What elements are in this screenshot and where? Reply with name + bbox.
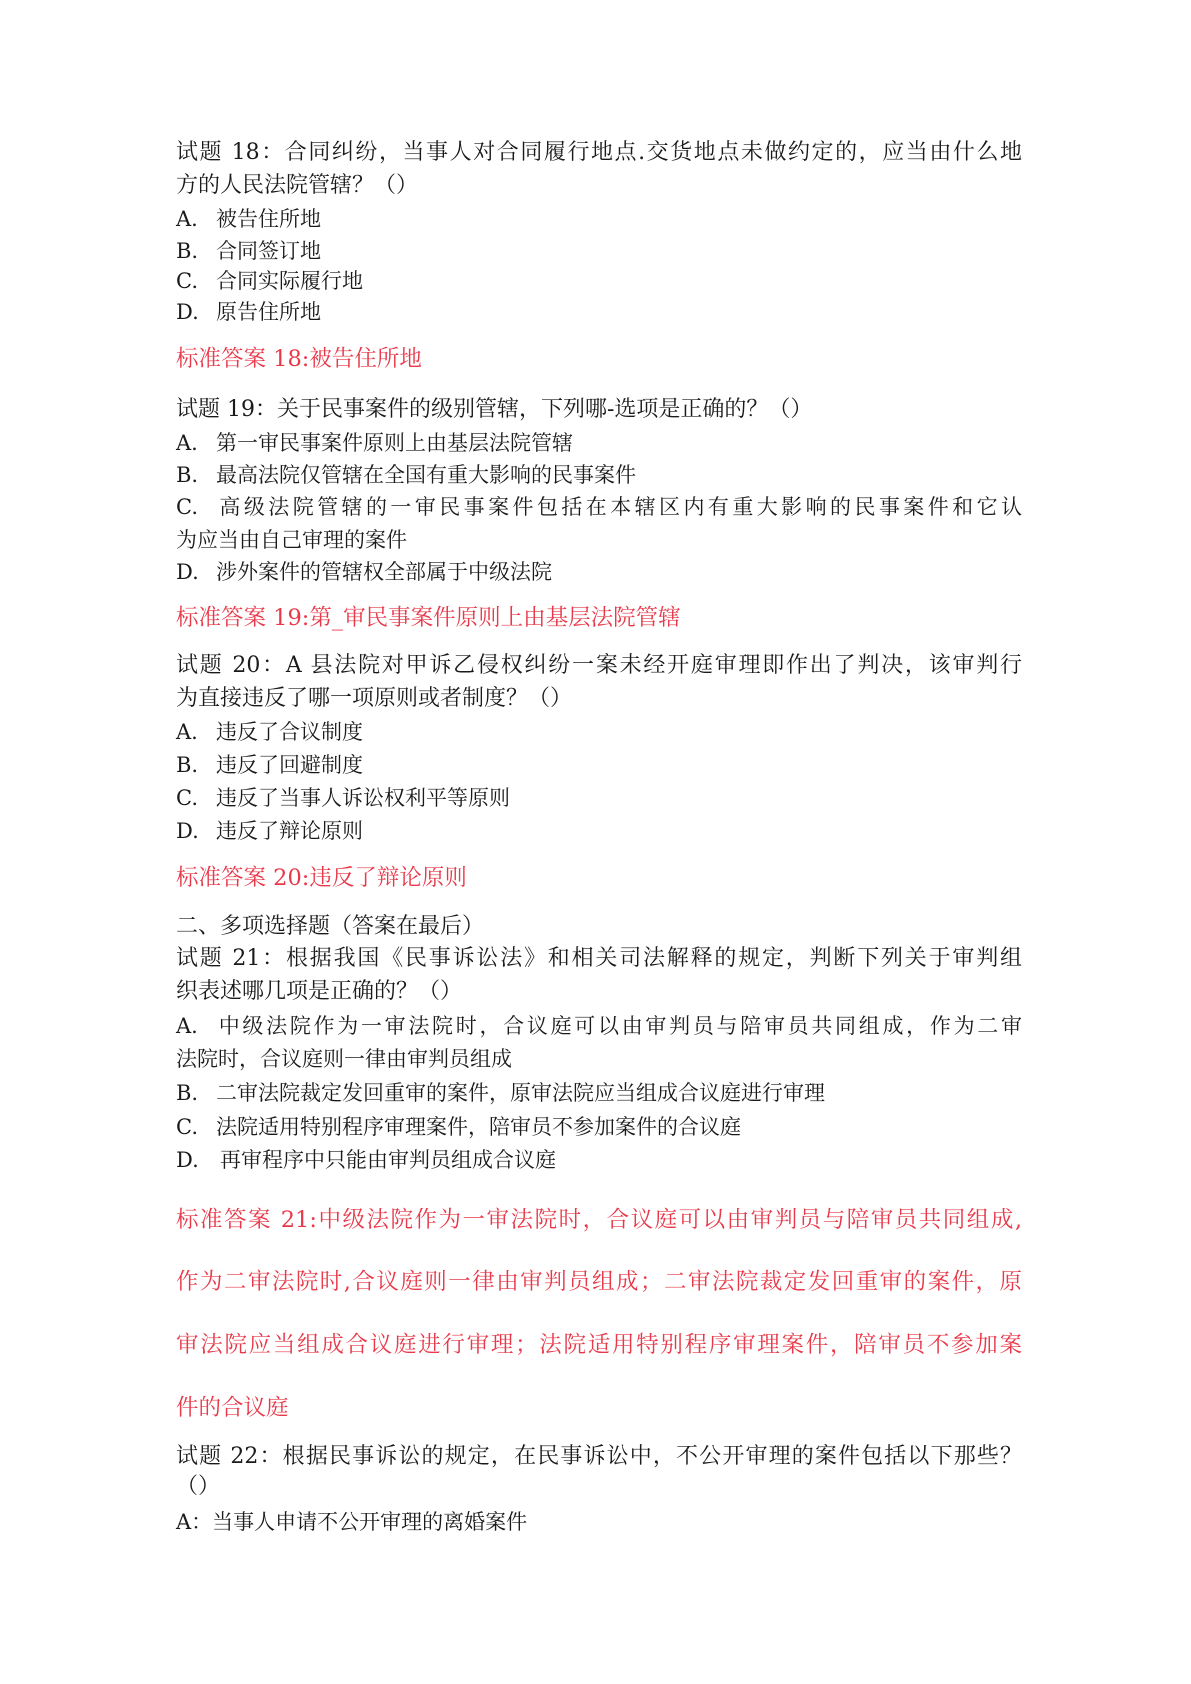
q18-option-a <box>176 204 321 234</box>
q18-option-d <box>176 297 321 327</box>
option-letter: D. <box>176 560 199 584</box>
q20-stem-line2: 为直接违反了哪一项原则或者制度？（） <box>176 686 573 711</box>
option-text: 违反了当事人诉讼权利平等原则 <box>216 786 510 810</box>
q21-option-b <box>176 1078 825 1108</box>
q21-option-a-line2: 法院时，合议庭则一律由审判员组成 <box>176 1047 512 1071</box>
option-letter: A. <box>176 1014 198 1038</box>
option-letter: B. <box>176 753 199 777</box>
q19-option-c <box>176 492 1022 522</box>
option-letter: D. <box>176 819 199 843</box>
q22-stem-line1: 试题 22：根据民事诉讼的规定，在民事诉讼中，不公开审理的案件包括以下那些？ <box>176 1444 1022 1469</box>
option-text: 涉外案件的管辖权全部属于中级法院 <box>216 560 552 584</box>
option-text: 违反了回避制度 <box>216 753 363 777</box>
q21-stem-line2: 织表述哪几项是正确的？（） <box>176 979 463 1004</box>
option-text: 中级法院作为一审法院时，合议庭可以由审判员与陪审员共同组成，作为二审 <box>216 1014 1022 1038</box>
option-text: 高级法院管辖的一审民事案件包括在本辖区内有重大影响的民事案件和它认 <box>216 495 1022 519</box>
option-text: 法院适用特别程序审理案件，陪审员不参加案件的合议庭 <box>216 1115 741 1139</box>
q21-stem-line1: 试题 21：根据我国《民事诉讼法》和相关司法解释的规定，判断下列关于审判组 <box>176 946 1022 971</box>
q22-stem-line2: （） <box>176 1474 221 1499</box>
q21-answer-line4: 件的合议庭 <box>176 1395 289 1421</box>
option-text: 最高法院仅管辖在全国有重大影响的民事案件 <box>216 463 636 487</box>
option-letter: A. <box>176 720 198 744</box>
q19-option-a <box>176 428 573 458</box>
q21-option-d <box>176 1145 556 1175</box>
option-letter: A. <box>176 207 198 231</box>
q22-option-a: A：当事人申请不公开审理的离婚案件 <box>176 1510 528 1534</box>
option-letter: C. <box>176 495 198 519</box>
q21-option-a <box>176 1011 1022 1041</box>
option-letter: A. <box>176 431 198 455</box>
option-letter: B. <box>176 1081 199 1105</box>
option-letter: D. <box>176 1148 199 1172</box>
q19-stem: 试题 19：关于民事案件的级别管辖，下列哪-选项是正确的？（） <box>176 397 813 422</box>
option-text: 原告住所地 <box>216 300 321 324</box>
q20-option-c <box>176 783 510 813</box>
option-letter: C. <box>176 269 198 293</box>
q18-option-b <box>176 236 321 266</box>
option-letter: B. <box>176 463 199 487</box>
q21-option-c <box>176 1112 741 1142</box>
q18-answer: 标准答案 18:被告住所地 <box>176 346 422 372</box>
q20-option-d <box>176 816 363 846</box>
q18-stem-line1: 试题 18：合同纠纷，当事人对合同履行地点.交货地点未做约定的，应当由什么地 <box>176 140 1022 165</box>
q20-answer: 标准答案 20:违反了辩论原则 <box>176 865 467 891</box>
option-text: 第一审民事案件原则上由基层法院管辖 <box>216 431 573 455</box>
q21-answer-line1: 标准答案 21:中级法院作为一审法院时，合议庭可以由审判员与陪审员共同组成, <box>176 1207 1022 1233</box>
q19-answer: 标准答案 19:第_审民事案件原则上由基层法院管辖 <box>176 605 681 631</box>
q19-option-b <box>176 460 636 490</box>
q18-option-c <box>176 266 363 296</box>
q19-option-d <box>176 557 552 587</box>
q19-option-c-line2: 为应当由自己审理的案件 <box>176 528 407 552</box>
q20-option-b <box>176 750 363 780</box>
option-text: 合同实际履行地 <box>216 269 363 293</box>
option-text: 合同签订地 <box>216 239 321 263</box>
q21-answer-line2: 作为二审法院时,合议庭则一律由审判员组成；二审法院裁定发回重审的案件，原 <box>176 1269 1022 1295</box>
option-text: 被告住所地 <box>216 207 321 231</box>
option-text: 违反了辩论原则 <box>216 819 363 843</box>
option-letter: B. <box>176 239 199 263</box>
option-text: 违反了合议制度 <box>216 720 363 744</box>
q21-answer-line3: 审法院应当组成合议庭进行审理；法院适用特别程序审理案件，陪审员不参加案 <box>176 1332 1022 1358</box>
q20-option-a <box>176 717 363 747</box>
q20-stem-line1: 试题 20：A 县法院对甲诉乙侵权纠纷一案未经开庭审理即作出了判决，该审判行 <box>176 653 1022 678</box>
option-text: 二审法院裁定发回重审的案件，原审法院应当组成合议庭进行审理 <box>216 1081 825 1105</box>
option-letter: D. <box>176 300 199 324</box>
q18-stem-line2: 方的人民法院管辖？（） <box>176 173 419 198</box>
option-letter: C. <box>176 1115 198 1139</box>
option-text: 再审程序中只能由审判员组成合议庭 <box>220 1148 556 1172</box>
option-letter: C. <box>176 786 198 810</box>
section-heading: 二、多项选择题（答案在最后） <box>176 914 485 939</box>
